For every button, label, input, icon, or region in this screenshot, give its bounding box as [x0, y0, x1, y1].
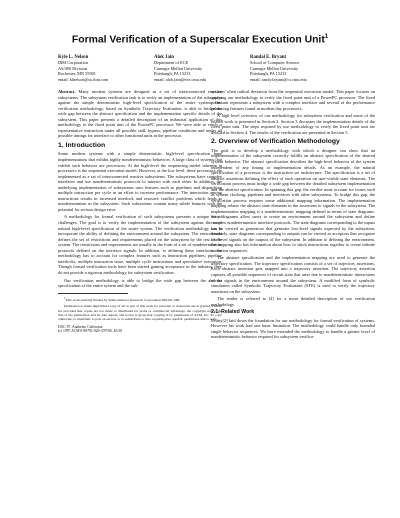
author-department: AS/400 Division: [58, 65, 88, 71]
abstract-text: Many modern systems are designed as a set of interconnected reactive subsystems. The subsystem verification task is to verify an implementation of the subsystem against the simple deterministic high-level specification of the entire system. Our verification methodology, based on Symbolic Trajectory Evaluation, is able to bridge the wide gap between the abstract specification and the implementation specific details of the subsystem. This paper presents a detailed description of an industrial application of this methodology to the fixed point unit of the PowerPC processor. We were able to verify a representative instruction under all possible stall, bypass, pipeline conditions and under all possible timings for interface to other functional units in the processor.: [58, 89, 222, 139]
author-name: Alok Jain: [154, 55, 174, 60]
intro-heading: 1. Introduction: [58, 141, 106, 149]
overview-paragraph-1: The goal is to develop a methodology with which a designer can show that an implementation of the subsystem correctly fulfills an abstract specification of the desired system behavior. The abstract specification describes the high-level behavior of the system independent of any timing or implementation details. As an example, the natural specification of a processor is the instruction set architecture. The specification is a set of abstract assertions defining the effect of each operation on user-visible state elements. The verification process must bridge a wide gap between the detailed subsystem implementation and the abstract specification. In spanning this gap, the verifier must account for issues such as system clocking, pipelines and interfaces with other subsystems. To bridge this gap, the verification process requires some additional mapping information. The implementation mapping relates the abstract state elements in the assertions to signals in the subsystem. The implementation mapping is a nondeterministic mapping defined in terms of state diagrams. State diagrams allow users to create an environment around the subsystem and define complex nondeterministic interface protocols. The state diagrams corresponding to the inputs can be viewed as generators that generate low-level signals expected by the subsystem. Similarly, state diagrams corresponding to outputs can be viewed as acceptors that recognize low-level signals on the outputs of the subsystem. In addition to defining the environment, the mapping also has information about how to stitch instructions together to create infinite execution sequences.: [211, 147, 375, 253]
author-address: Pittsburgh, PA 15213: [250, 71, 287, 77]
author-2: [154, 55, 246, 82]
left-column: [58, 89, 222, 334]
author-1: [58, 55, 150, 82]
intro-continued-paragraph: systems' often radical deviation from the sequential execution model. This paper focuses on applying our methodology to verify the fixed point unit of a PowerPC processor. The fixed point unit represents a subsystem with a complex interface and several of the performance enhancing features found in modern day processors.: [211, 89, 375, 111]
title-footnote-mark: 1: [324, 34, 329, 40]
author-email: email: klnelson@us.ibm.com: [58, 76, 109, 82]
intro-paragraph-3: Our verification methodology is able to bridge the wide gap between the abstract specification of the entire system and the sub-: [58, 277, 222, 289]
author-department: Carnegie Mellon University: [154, 65, 203, 71]
intro-paragraph-2: A methodology for formal verification of such subsystems presents a unique set of challenges. The goal is to verify the implementation of the subsystem against the more natural high-level specification of the entire system. The verification methodology has to incorporate the ability of defining the environment around the subsystem. The environment defines the set of restrictions and requirements placed on the subsystem by the rest of the system. The restrictions and requirements are usually in the form of a set of nondeterministic protocols defined on the interface signals. In addition, to defining these interfaces, the methodology has to account for complex features such as instruction pipelines, pipeline interlocks, multiple instruction issue, multiple cycle instructions and speculative execution. Though formal verification tools have been started gaining acceptance in the industry, they do not provide a rigorous methodology for subsystem verification.: [58, 214, 222, 275]
author-name: Randal E. Bryant: [250, 55, 287, 60]
abstract-label: Abstract.: [58, 89, 76, 94]
author-name: Kyle L. Nelson: [58, 55, 89, 60]
conference-line-2: (c) 1997 ACM 0-89791-920-3/97/06..$3.50: [58, 329, 123, 334]
author-department: Carnegie Mellon University: [250, 65, 299, 71]
author-address: Rochester, MN 55901: [58, 71, 96, 77]
related-work-heading: 2.1. Related Work: [211, 309, 255, 316]
author-block: [58, 55, 342, 82]
overview-heading: 2. Overview of Verification Methodology: [211, 138, 340, 146]
intro-paragraph-1: Some modern systems with a simple deterministic high-level specification have implementations that exhibit highly nondeterministic behaviors. A large class of systems that exhibit such behavior are processors. At the high-level the sequencing model inherent in processors is the sequential execution model. However, at the low level, these processors are implemented as a set of interconnected reactive subsystems. The subsystems have complex interfaces and use nondeterministic protocols to interact with each other. In addition, the underlying implementation of subsystems uses features such as pipelines and dispatching multiple instruction per cycle in an effort to increase performance. The interaction among instructions results in increased interlock and resource conflict problems which leads to nondeterminism in the subsystem. Such subsystems contain many subtle features with the potential for serious design error.: [58, 151, 222, 212]
footnote-1-text: This work partially funded by Semiconductor Research Corporation #96-DC-068: [65, 297, 180, 302]
author-3: [250, 55, 342, 82]
author-address: Pittsburgh, PA 15213: [154, 71, 191, 77]
abstract-paragraph: [58, 89, 222, 139]
right-column: [211, 89, 375, 342]
conference-line-1: DAC 97, Anaheim, California: [58, 324, 103, 329]
overview-paragraph-2: The abstract specification and the implementation mapping are used to generate the trajectory specification. The trajectory specification consists of a set of trajectory assertions. Each abstract assertion gets mapped into a trajectory assertion. The trajectory assertion captures all possible sequences of circuit state that arise due to nondeterministic interactions of the signals in the environment around the subsystem. A modified form of symbolic simulation called Symbolic Trajectory Evaluation (STE) is used to verify the trajectory assertions on the subsystem.: [211, 255, 375, 294]
overview-paragraph-3: The reader is referred to [4] for a more detailed description of our verification methodology.: [211, 296, 375, 307]
footnote-1: [58, 296, 222, 303]
paper-title-text: Formal Verification of a Superscalar Execution Unit: [71, 34, 325, 46]
author-affiliation: Department of ECE: [154, 60, 189, 66]
author-email: email: randy.bryant@cs.cmu.edu: [250, 76, 307, 82]
conference-info: [58, 325, 222, 334]
permission-notice: Permission to make digital/hard copy of all or part of this work for personal or classroom use is granted without fee provided that copies are not made or distributed for profit or commercial advantage, the copyright notice, the title of the publication and its date appear, and notice is given that copying is by permission of ACM, Inc. To copy otherwise, to republish, to post on servers or to redistribute to lists, requires prior specific permission and/or a fee.: [58, 304, 222, 322]
author-affiliation: IBM Corporation: [58, 60, 88, 66]
related-work-paragraph: Beatty[2] laid down the foundation for our methodology for formal verification of systems. However his work had one basic limitation. The methodology could handle only bounded single behavior sequences. We have extended the methodology to handle a greater level of nondeterministic behavior required for subsystem verifica-: [211, 317, 375, 340]
outline-paragraph: A high level overview of our methodology for subsystem verification and some of the related work is presented in Section 2. Section 3 discusses the implementation details of the fixed point unit. The steps required by our methodology to verify the fixed point unit are detailed in Section 4. The results of the verification are presented in Section 5.: [211, 113, 375, 135]
footnote-1-mark: 1: [64, 295, 66, 300]
paper-title: [0, 34, 400, 45]
author-email: email: alok.jain@ece.cmu.edu: [154, 76, 207, 82]
author-affiliation: School of Computer Science: [250, 60, 300, 66]
